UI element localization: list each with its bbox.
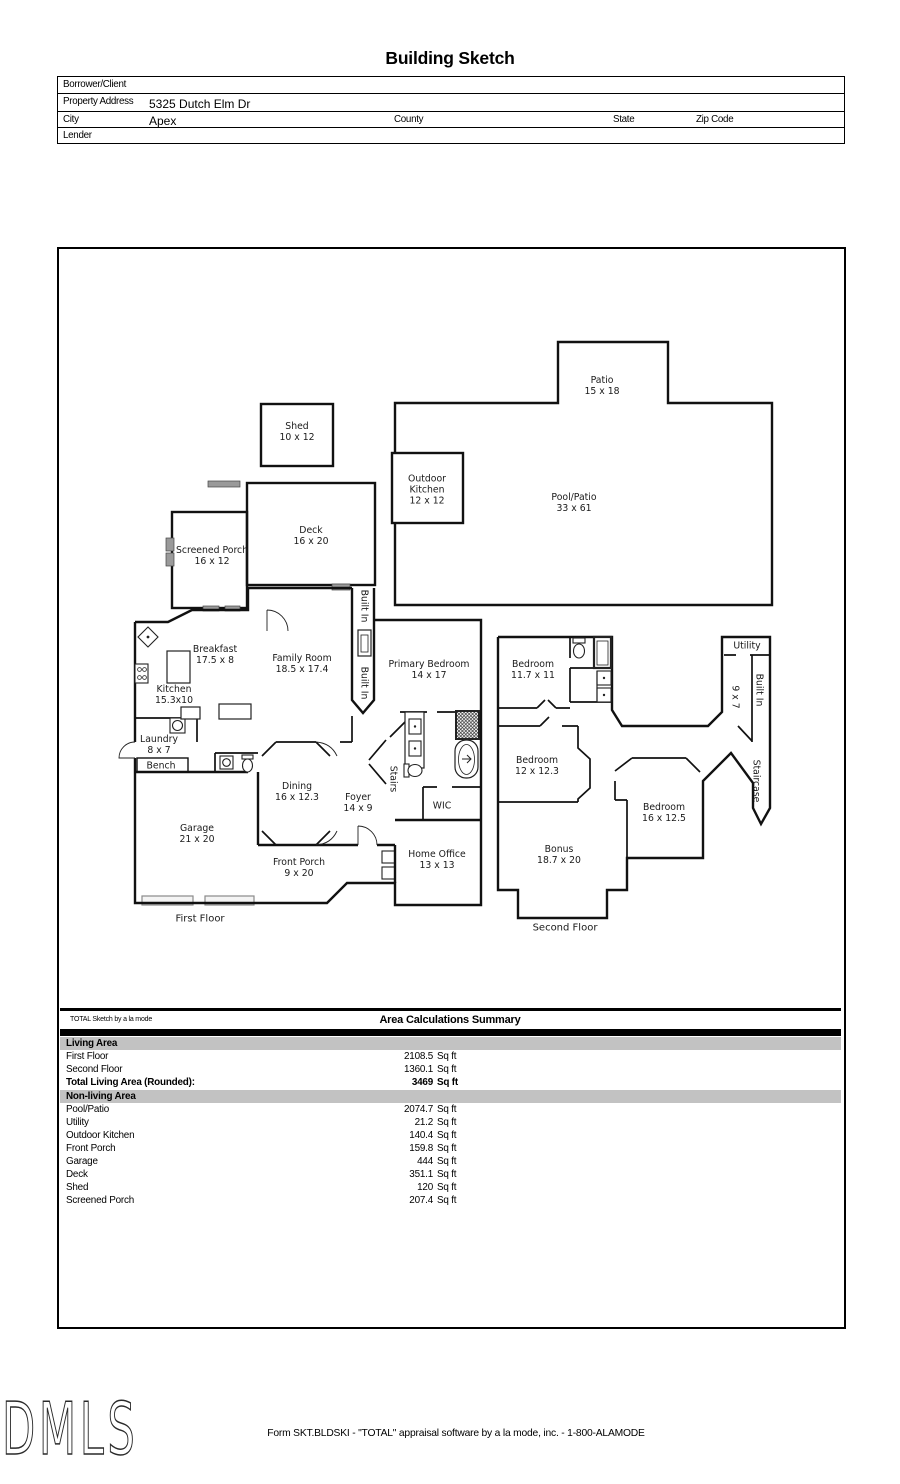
room-label-front-porch: Front Porch 9 x 20 xyxy=(272,857,326,879)
sketch-attribution: TOTAL Sketch by a la mode xyxy=(70,1016,153,1023)
label-built-in-lower: Built In xyxy=(358,666,370,700)
nonliving-header-band xyxy=(60,1090,841,1103)
city-row xyxy=(58,111,844,127)
room-label-breakfast: Breakfast 17.5 x 8 xyxy=(192,644,238,666)
dining-arch xyxy=(316,742,337,845)
window-icon xyxy=(382,851,395,863)
zip-label: Zip Code xyxy=(696,114,734,125)
room-label-screened-porch: Screened Porch 16 x 12 xyxy=(175,545,249,567)
summary-row: Second Floor 1360.1 Sq ft xyxy=(66,1064,457,1075)
room-label-home-office: Home Office 13 x 13 xyxy=(408,849,466,871)
label-built-in-second: Built In xyxy=(753,673,765,707)
room-label-bedroom-a: Bedroom 11.7 x 11 xyxy=(511,659,555,681)
window-icon xyxy=(208,481,240,487)
summary-thick-rule xyxy=(60,1029,841,1036)
room-label-stairs: Stairs xyxy=(387,765,399,793)
page-title: Building Sketch xyxy=(385,48,515,68)
room-label-family-room: Family Room 18.5 x 17.4 xyxy=(272,653,332,675)
window-icon xyxy=(166,553,174,566)
room-label-deck: Deck 16 x 20 xyxy=(293,525,329,547)
room-label-utility: Utility xyxy=(733,640,761,652)
window-icon xyxy=(382,867,395,879)
room-label-dining: Dining 16 x 12.3 xyxy=(275,781,319,803)
lender-row xyxy=(58,127,844,144)
summary-top-rule xyxy=(60,1008,841,1011)
second-floor-caption: Second Floor xyxy=(532,922,598,934)
state-label: State xyxy=(613,114,635,125)
first-floor-caption: First Floor xyxy=(175,913,225,925)
toilet-icon xyxy=(408,765,422,777)
summary-row: Utility 21.2 Sq ft xyxy=(66,1117,457,1128)
toilet-icon xyxy=(574,644,585,658)
second-floor-fixtures xyxy=(573,637,611,702)
room-label-bonus: Bonus 18.7 x 20 xyxy=(537,844,581,866)
toilet-icon xyxy=(573,638,585,643)
room-label-laundry: Laundry 8 x 7 xyxy=(140,734,178,756)
laundry-door-arc xyxy=(119,742,135,758)
property-address-row xyxy=(58,93,844,111)
toilet-icon xyxy=(242,755,253,759)
property-info-table xyxy=(57,76,845,144)
shower-icon xyxy=(456,711,479,739)
toilet-icon xyxy=(243,759,253,772)
stove-icon xyxy=(135,664,148,683)
summary-row: Shed 120 Sq ft xyxy=(66,1182,457,1193)
room-label-outdoor-kitchen: Outdoor Kitchen 12 x 12 xyxy=(408,473,446,507)
county-label: County xyxy=(394,114,424,125)
breakfast-door-arc xyxy=(267,610,288,631)
property-address-label: Property Address xyxy=(63,96,134,107)
living-area-header: Living Area xyxy=(66,1038,118,1049)
room-label-pool-patio: Pool/Patio 33 x 61 xyxy=(551,492,597,514)
room-label-shed: Shed 10 x 12 xyxy=(279,421,315,443)
room-label-bench: Bench xyxy=(146,760,176,772)
room-label-foyer: Foyer 14 x 9 xyxy=(343,792,373,814)
label-utility-dims: 9 x 7 xyxy=(729,685,741,709)
property-address-value: 5325 Dutch Elm Dr xyxy=(149,97,251,111)
kitchen-island xyxy=(167,651,190,683)
label-built-in-upper: Built In xyxy=(358,589,370,623)
summary-title: Area Calculations Summary xyxy=(379,1014,521,1026)
lender-label: Lender xyxy=(63,130,92,141)
living-area-header-band xyxy=(60,1037,841,1050)
front-door-arc xyxy=(358,826,377,845)
room-label-bedroom-b: Bedroom 12 x 12.3 xyxy=(515,755,559,777)
summary-row: Front Porch 159.8 Sq ft xyxy=(66,1143,457,1154)
summary-row: Pool/Patio 2074.7 Sq ft xyxy=(66,1104,457,1115)
room-label-patio: Patio 15 x 18 xyxy=(584,375,620,397)
outbuildings-outlines xyxy=(172,342,772,608)
borrower-row xyxy=(58,77,844,93)
footer-form-line: Form SKT.BLDSKI - "TOTAL" appraisal software by a la mode, inc. - 1-800-ALAMODE xyxy=(267,1428,645,1439)
svg-text:DMLS: DMLS xyxy=(2,1392,139,1472)
summary-row: Deck 351.1 Sq ft xyxy=(66,1169,457,1180)
door-arcs xyxy=(119,610,377,845)
nonliving-header: Non-living Area xyxy=(66,1091,136,1102)
counter xyxy=(219,704,251,719)
room-label-kitchen: Kitchen 15.3x10 xyxy=(154,684,194,706)
room-label-primary-bedroom: Primary Bedroom 14 x 17 xyxy=(388,659,470,681)
summary-row: Screened Porch 207.4 Sq ft xyxy=(66,1195,457,1206)
summary-row: Garage 444 Sq ft xyxy=(66,1156,457,1167)
label-staircase: Staircase xyxy=(750,759,762,803)
window-icon xyxy=(166,538,174,551)
summary-total-row: Total Living Area (Rounded): 3469 Sq ft xyxy=(66,1077,458,1088)
city-label: City xyxy=(63,114,79,125)
counter xyxy=(181,707,200,719)
room-label-wic: WIC xyxy=(432,800,452,812)
summary-row: First Floor 2108.5 Sq ft xyxy=(66,1051,457,1062)
city-value: Apex xyxy=(149,114,177,128)
room-label-garage: Garage 21 x 20 xyxy=(179,823,215,845)
room-label-bedroom-c: Bedroom 16 x 12.5 xyxy=(642,802,686,824)
office-window-icons xyxy=(382,851,395,879)
summary-row: Outdoor Kitchen 140.4 Sq ft xyxy=(66,1130,457,1141)
borrower-label: Borrower/Client xyxy=(63,79,127,90)
